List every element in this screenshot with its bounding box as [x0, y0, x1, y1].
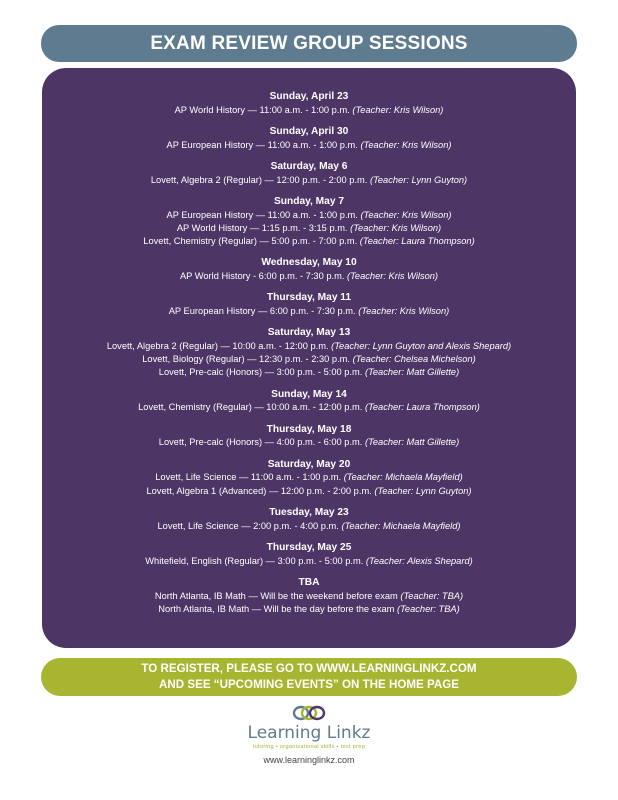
- session-details: Lovett, Pre-calc (Honors) — 3:00 p.m. - 5:00 p.m.: [158, 367, 365, 378]
- session-teacher: (Teacher: Matt Gillette): [364, 437, 460, 448]
- session-teacher: (Teacher: Matt Gillette): [364, 367, 460, 378]
- register-line-1: TO REGISTER, PLEASE GO TO WWW.LEARNINGLINKZ.COM: [141, 662, 477, 675]
- session-details: AP World History — 11:00 a.m. - 1:00 p.m.: [174, 104, 353, 115]
- session-line: [42, 235, 576, 248]
- session-teacher: (Teacher: Michaela Mayfield): [343, 472, 463, 483]
- session-line: [42, 104, 576, 117]
- session-details: Whitefield, English (Regular) — 3:00 p.m. - 5:00 p.m.: [145, 555, 366, 566]
- schedule-group: [42, 125, 576, 152]
- session-date: Sunday, May 7: [273, 196, 344, 207]
- register-line-2: AND SEE “UPCOMING EVENTS” ON THE HOME PAGE: [159, 678, 459, 691]
- session-details: Lovett, Chemistry (Regular) — 10:00 a.m. - 12:00 p.m.: [138, 402, 365, 413]
- session-details: AP European History — 6:00 p.m. - 7:30 p.m.: [168, 305, 359, 316]
- schedule-group: [42, 90, 576, 117]
- schedule-group: [42, 506, 576, 533]
- session-date: TBA: [298, 577, 320, 589]
- session-details: AP European History — 11:00 a.m. - 1:00 p.m.: [166, 209, 361, 220]
- schedule-group: [42, 576, 576, 616]
- session-line: [42, 555, 576, 568]
- session-date: Thursday, May 18: [266, 423, 352, 435]
- logo: [0, 705, 618, 767]
- session-details: Lovett, Chemistry (Regular) — 5:00 p.m. - 7:00 p.m.: [143, 235, 360, 246]
- session-details: Lovett, Biology (Regular) — 12:30 p.m. - 2:30 p.m.: [142, 354, 353, 365]
- session-date: Saturday, May 20: [267, 458, 351, 470]
- schedule-group: [42, 458, 576, 498]
- schedule-group: [42, 388, 576, 415]
- session-details: North Atlanta, IB Math — Will be the weekend before exam: [154, 590, 401, 601]
- session-teacher: (Teacher: Kris Wilson): [347, 270, 439, 281]
- schedule-panel: [42, 68, 576, 648]
- session-details: AP World History - 6:00 p.m. - 7:30 p.m.: [179, 270, 348, 281]
- session-teacher: (Teacher: Kris Wilson): [352, 104, 444, 115]
- title-banner: [41, 25, 577, 62]
- session-teacher: (Teacher: TBA): [400, 590, 464, 601]
- session-details: Lovett, Algebra 2 (Regular) — 10:00 a.m. - 12:00 p.m.: [106, 340, 332, 351]
- schedule-group: [42, 256, 576, 283]
- session-date: Saturday, May 13: [267, 327, 351, 339]
- session-line: [42, 174, 576, 187]
- session-date: Sunday, April 30: [269, 126, 349, 137]
- session-line: [42, 590, 576, 603]
- session-details: Lovett, Life Science — 2:00 p.m. - 4:00 p.m.: [157, 520, 342, 531]
- session-teacher: (Teacher: Michaela Mayfield): [341, 520, 461, 531]
- session-date: Saturday, May 6: [270, 161, 348, 172]
- session-date: Tuesday, May 23: [269, 507, 349, 519]
- session-details: AP World History — 1:15 p.m. - 3:15 p.m.: [176, 222, 351, 233]
- session-details: Lovett, Pre-calc (Honors) — 4:00 p.m. - 6:00 p.m.: [158, 437, 365, 448]
- session-line: [42, 401, 576, 414]
- schedule-group: [42, 541, 576, 568]
- schedule-group: [42, 291, 576, 318]
- session-teacher: (Teacher: Kris Wilson): [360, 209, 452, 220]
- session-line: [42, 366, 576, 379]
- session-teacher: (Teacher: Chelsea Michelson): [352, 354, 476, 365]
- session-line: [42, 222, 576, 235]
- session-line: [42, 353, 576, 366]
- session-line: [42, 436, 576, 449]
- logo-tagline: tutoring • organizational skills • test prep: [252, 744, 366, 750]
- session-line: [42, 471, 576, 484]
- session-line: [42, 340, 576, 353]
- session-teacher: (Teacher: Laura Thompson): [359, 235, 475, 246]
- session-line: [42, 305, 576, 318]
- session-line: [42, 209, 576, 222]
- session-teacher: (Teacher: Lynn Guyton and Alexis Shepard): [331, 340, 512, 351]
- session-date: Sunday, April 23: [269, 91, 349, 102]
- website-link[interactable]: www.learninglinkz.com: [263, 755, 355, 765]
- session-line: [42, 603, 576, 616]
- session-line: [42, 520, 576, 533]
- logo-name: Learning Linkz: [247, 723, 371, 743]
- page-title: EXAM REVIEW GROUP SESSIONS: [150, 32, 468, 54]
- session-teacher: (Teacher: Kris Wilson): [350, 222, 442, 233]
- session-date: Thursday, May 25: [266, 542, 352, 554]
- session-teacher: (Teacher: Alexis Shepard): [365, 555, 473, 566]
- session-date: Sunday, May 14: [271, 388, 347, 400]
- session-details: AP European History — 11:00 a.m. - 1:00 p.m.: [166, 139, 361, 150]
- session-line: [42, 270, 576, 283]
- session-teacher: (Teacher: Lynn Guyton): [369, 174, 468, 185]
- session-details: Lovett, Algebra 2 (Regular) — 12:00 p.m. - 2:00 p.m.: [150, 174, 370, 185]
- schedule-list: [42, 90, 576, 624]
- schedule-group: [42, 195, 576, 248]
- linked-rings-icon: [292, 705, 326, 721]
- session-details: Lovett, Algebra 1 (Advanced) — 12:00 p.m. - 2:00 p.m.: [146, 485, 375, 496]
- session-teacher: (Teacher: Kris Wilson): [360, 139, 452, 150]
- session-line: [42, 485, 576, 498]
- session-teacher: (Teacher: Kris Wilson): [358, 305, 450, 316]
- session-date: Thursday, May 11: [266, 292, 352, 304]
- schedule-group: [42, 423, 576, 450]
- session-date: Wednesday, May 10: [261, 257, 357, 269]
- session-teacher: (Teacher: Laura Thompson): [364, 402, 480, 413]
- session-teacher: (Teacher: Lynn Guyton): [374, 485, 472, 496]
- schedule-group: [42, 326, 576, 379]
- session-line: [42, 139, 576, 152]
- schedule-group: [42, 160, 576, 187]
- register-banner: [41, 658, 577, 696]
- session-teacher: (Teacher: TBA): [397, 603, 460, 614]
- session-details: North Atlanta, IB Math — Will be the day before the exam: [158, 603, 398, 614]
- session-details: Lovett, Life Science — 11:00 a.m. - 1:00 p.m.: [155, 472, 344, 483]
